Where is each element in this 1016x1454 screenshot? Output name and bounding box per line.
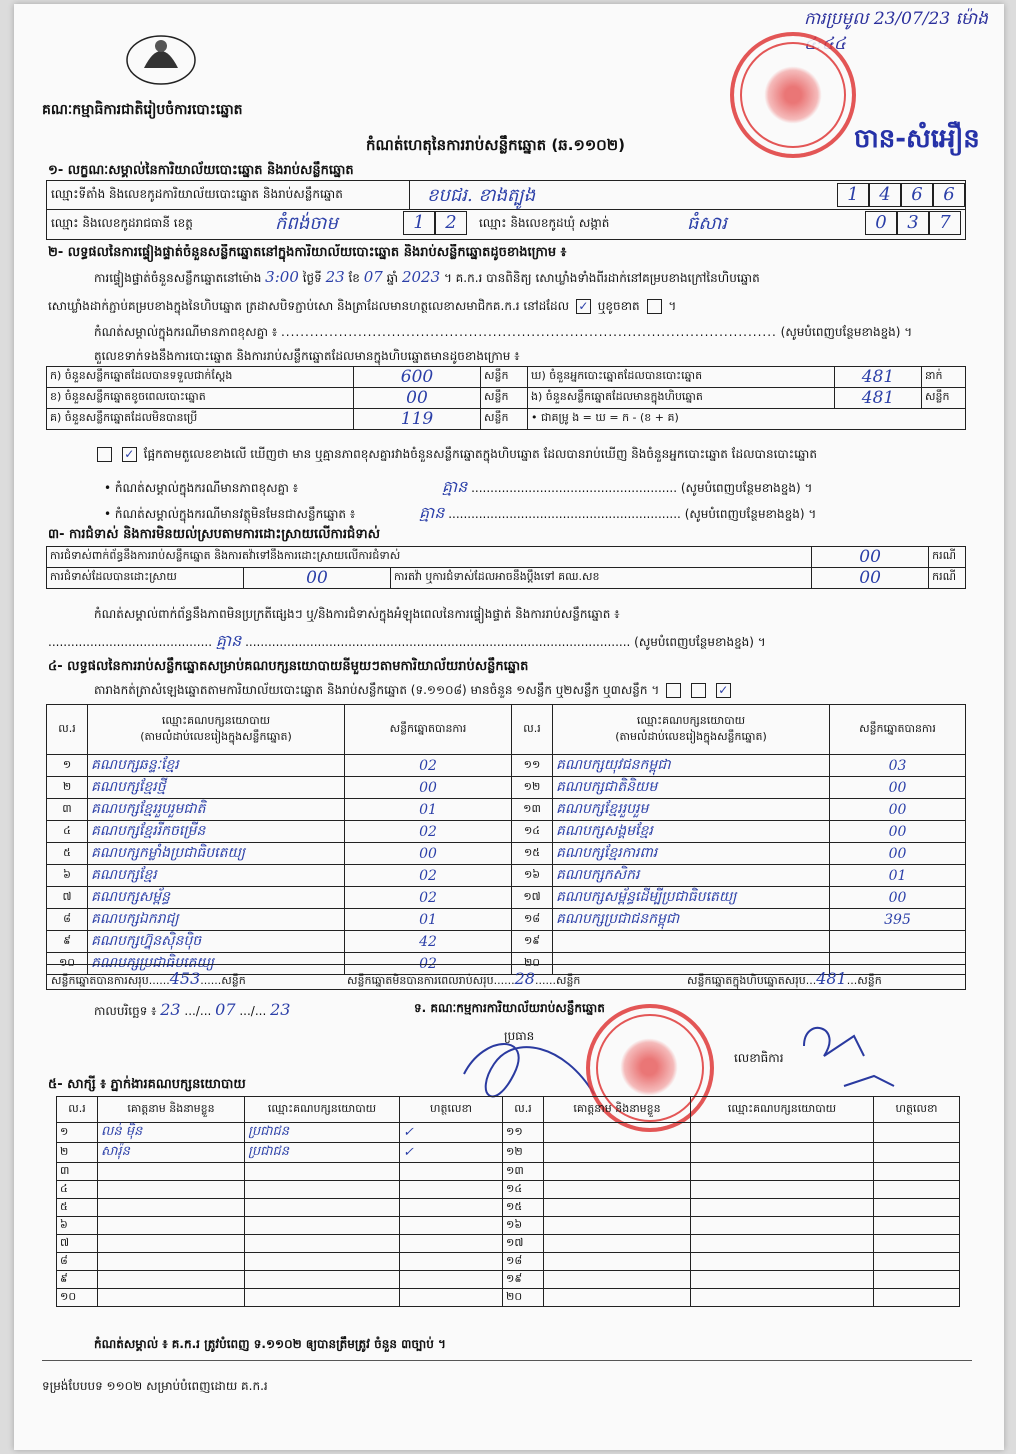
party-votes: 02 — [345, 953, 512, 975]
witness-no: ៧ — [57, 1235, 98, 1253]
party-result-row — [47, 777, 966, 799]
party-result-row — [47, 865, 966, 887]
witness-no: ១ — [57, 1123, 98, 1143]
top-handwritten-note: ការប្រមូល 23/07/23 ម៉ោង ៤:៤៤ — [804, 9, 988, 54]
party-name: គណបក្សជាតិនិយម — [553, 777, 830, 799]
witness-name — [544, 1289, 691, 1307]
province-value: កំពង់ចាម — [275, 213, 338, 234]
party-no: ១០ — [47, 953, 88, 975]
party-votes: 00 — [830, 777, 966, 799]
province-code: 1 2 — [403, 211, 467, 235]
witness-no: ៩ — [57, 1271, 98, 1289]
witness-party — [245, 1289, 400, 1307]
note-b-line: • កំណត់សម្គាល់ក្នុងករណីមានវត្ថុមិនមែនជាសន្លឹកឆ្នោត ៖ គ្មាន ............................................................. (សូមបំពេញបន្ថែមខាងខ្នង) ។ — [104, 503, 817, 522]
province-label: ឈ្មោះ និងលេខកូដរាជធានី ខេត្ត — [51, 216, 193, 230]
org-name: គណៈកម្មាធិការជាតិរៀបចំការបោះឆ្នោត — [42, 102, 243, 118]
party-name: គណបក្សប្រជាធិបតេយ្យ — [88, 953, 345, 975]
party-name: គណបក្សខ្មែរការពារ — [553, 843, 830, 865]
party-name: គណបក្សប្រជាជនកម្ពុជា — [553, 909, 830, 931]
party-votes: 02 — [345, 887, 512, 909]
witness-signature — [874, 1217, 960, 1235]
commune-value: ធំសារ — [687, 213, 727, 234]
party-no: ១១ — [512, 755, 553, 777]
party-no: ៥ — [47, 843, 88, 865]
appeal-count: 00 — [812, 568, 929, 589]
party-no: ១៦ — [512, 865, 553, 887]
witness-name — [544, 1199, 691, 1217]
spoiled-value: 00 — [354, 388, 481, 409]
party-result-row — [47, 931, 966, 953]
party-name: គណបក្សសង្គមខ្មែរ — [553, 821, 830, 843]
witness-party — [245, 1181, 400, 1199]
party-no: ១៣ — [512, 799, 553, 821]
party-no: ៨ — [47, 909, 88, 931]
witness-name — [98, 1181, 245, 1199]
party-no: ១៩ — [512, 931, 553, 953]
party-no: ១ — [47, 755, 88, 777]
totals-line: សន្លឹកឆ្នោតបានការសរុប......453......សន្លឹក សន្លឹកឆ្នោតមិនបានការពេលរាប់សរុប......28......សន្លឹក សន្លឹកឆ្នោតក្នុងហិបឆ្នោតសរុប...481...សន្លឹក — [46, 964, 966, 990]
witness-signature — [874, 1253, 960, 1271]
section3-heading: ៣- ការជំទាស់ និងការមិនយល់ស្របតាមការដោះស្រាយលើការជំទាស់ — [48, 527, 380, 542]
party-votes: 02 — [345, 865, 512, 887]
witness-signature — [874, 1181, 960, 1199]
witness-no: ២០ — [503, 1289, 544, 1307]
section1-box — [46, 180, 966, 240]
witness-signature — [874, 1143, 960, 1163]
party-name: គណបក្សខ្មែររីកចម្រើន — [88, 821, 345, 843]
party-no: ៩ — [47, 931, 88, 953]
objections-count: 00 — [812, 547, 929, 568]
party-votes: 00 — [830, 843, 966, 865]
party-results-table: ល.រ ឈ្មោះគណបក្សនយោបាយ (តាមលំដាប់លេខរៀងក្នុងសន្លឹកឆ្នោត) សន្លឹកឆ្នោតបានការ ល.រ ឈ្មោះគណបក្សនយោបាយ (តាមលំដាប់លេខរៀងក្នុងសន្លឹកឆ្នោត) សន្លឹកឆ្នោតបានការ ១ គណបក្សឆន្ទៈខ្មែរ 02 ១១ គណបក្សយុវជនកម្ពុជា 03 ២ គណបក្សខ្មែរថ្មី 00 ១២ គណបក្សជាតិនិយម 00 ៣ គណបក្សខ្មែររួបរួមជាតិ 01 ១៣ គណបក្សខ្មែររួបរួម 00 ៤ គណបក្សខ្មែររីកចម្រើន 02 ១៤ គណបក្សសង្គមខ្មែរ 00 ៥ គណបក្សកម្លាំងប្រជាធិបតេយ្យ 00 ១៥ គណបក្សខ្មែរការពារ 00 ៦ គណបក្សខ្មែរ 02 ១៦ គណបក្សកសិករ 01 ៧ គណបក្សសម្ព័ន្ធ 02 ១៧ គណបក្សសម្ព័ន្ធដើម្បីប្រជាធិបតេយ្យ 00 ៨ គណបក្សឯករាជ្យ 01 ១៨ គណបក្សប្រជាជនកម្ពុជា 395 ៩ គណបក្សហ្វ៊ុនស៊ិនប៉ិច 42 ១៩ ១០ គណបក្សប្រជាធិបតេយ្យ 02 ២០ — [46, 704, 966, 975]
figures-row: គ) ចំនួនសន្លឹកឆ្នោតដែលមិនបានប្រើ 119 សន្លឹក • ជាគម្រូ ង = ឃ = ក - (ខ + គ) — [47, 409, 966, 430]
total-valid: 453 — [169, 969, 201, 988]
party-votes: 00 — [830, 887, 966, 909]
figures-table — [46, 366, 966, 430]
party-name: គណបក្សកសិករ — [553, 865, 830, 887]
objections-table — [46, 546, 966, 589]
party-votes: 42 — [345, 931, 512, 953]
secretary-label: លេខាធិការ — [734, 1051, 784, 1065]
witness-name — [98, 1235, 245, 1253]
witness-no: ១៦ — [503, 1217, 544, 1235]
witness-signature — [400, 1235, 503, 1253]
total-in-box: 481 — [816, 969, 847, 988]
section4-heading: ៤- លទ្ធផលនៃការរាប់សន្លឹកឆ្នោតសម្រាប់គណបក្សនយោបាយនីមួយៗតាមការិយាល័យរាប់សន្លឹកឆ្នោត — [48, 659, 529, 674]
unused-value: 119 — [354, 409, 481, 430]
witness-name — [98, 1289, 245, 1307]
witness-name — [544, 1123, 691, 1143]
witness-no: ១៥ — [503, 1199, 544, 1217]
section4-intro: តារាងកត់ត្រាសំឡេងឆ្នោតតាមការិយាល័យបោះឆ្នោត និងរាប់សន្លឹកឆ្នោត (ទ.១១០៨) មានចំនួន ១សន្លឹក ឬ២សន្លឹក ឬ៣សន្លឹក ។ ✓ — [94, 682, 734, 700]
party-no: ៣ — [47, 799, 88, 821]
witness-no: ១៨ — [503, 1253, 544, 1271]
witness-party: ប្រជាជន — [245, 1123, 400, 1143]
irregularity-note-line: ........................................... គ្មាន ..................................................................................................... (សូមបំពេញបន្ថែមខាងខ្នង) ។ — [48, 631, 766, 650]
party-no: ១២ — [512, 777, 553, 799]
nec-emblem-icon — [122, 26, 200, 86]
witness-party — [245, 1271, 400, 1289]
stamp-name-label: ចាន-សំអឿន — [854, 124, 980, 154]
witness-party — [691, 1143, 874, 1163]
party-name: គណបក្សហ្វ៊ុនស៊ិនប៉ិច — [88, 931, 345, 953]
station-label: ឈ្មោះទីតាំង និងលេខកូដការិយាល័យបោះឆ្នោត និងរាប់សន្លឹកឆ្នោត — [51, 187, 343, 201]
form-footer: ទម្រង់បែបបទ ១១០២ សម្រាប់បំពេញដោយ គ.ក.រ — [42, 1379, 268, 1393]
note-a-line: • កំណត់សម្គាល់ក្នុងករណីមានភាពខុសគ្នា ៖ គ្មាន ...................................................... (សូមបំពេញបន្ថែមខាងខ្នង) ។ — [104, 477, 813, 496]
checkbox-sheets-2[interactable] — [691, 683, 706, 698]
party-no: ៧ — [47, 887, 88, 909]
party-result-row — [47, 799, 966, 821]
footnote: កំណត់សម្គាល់ ៖ គ.ក.រ ត្រូវបំពេញ ទ.១១០២ ឲ្យបានត្រឹមត្រូវ ចំនួន ៣ច្បាប់ ។ — [94, 1337, 446, 1351]
secretary-signature-icon — [784, 1016, 904, 1096]
witness-no: ៨ — [57, 1253, 98, 1271]
party-name: គណបក្សសម្ព័ន្ធដើម្បីប្រជាធិបតេយ្យ — [553, 887, 830, 909]
checkbox-sheets-3[interactable]: ✓ — [716, 683, 731, 698]
checkbox-damaged[interactable] — [647, 299, 662, 314]
witness-no: ១៧ — [503, 1235, 544, 1253]
verify-line-2: សោឃ្លាំងដាក់ភ្ជាប់គម្របខាងក្នុងនៃហិបឆ្នោត ត្រដាសបិទភ្ជាប់សោ និងត្រាដែលមានហត្ថលេខាសមាជិកគ.ក.រ នៅដដែល ✓ ឬខូចខាត ។ — [48, 299, 677, 313]
party-name: គណបក្សសម្ព័ន្ធ — [88, 887, 345, 909]
witness-name — [544, 1181, 691, 1199]
party-votes: 00 — [345, 843, 512, 865]
section2-heading: ២- លទ្ធផលនៃការផ្ទៀងផ្ទាត់ចំនួនសន្លឹកឆ្នោតនៅក្នុងការិយាល័យបោះឆ្នោត និងរាប់សន្លឹកឆ្នោតដូចខាងក្រោម ៖ — [48, 245, 567, 260]
witness-party — [245, 1217, 400, 1235]
party-votes: 00 — [830, 821, 966, 843]
total-invalid: 28 — [514, 969, 535, 988]
witness-name — [98, 1253, 245, 1271]
witness-name — [544, 1143, 691, 1163]
commune-label: ឈ្មោះ និងលេខកូដឃុំ សង្កាត់ — [479, 216, 610, 230]
voters-value: 481 — [835, 367, 922, 388]
witness-signature: ✓ — [400, 1123, 503, 1143]
figures-intro: តួលេខទាក់ទងនឹងការបោះឆ្នោត និងការរាប់សន្លឹកឆ្នោតដែលមានក្នុងហិបឆ្នោតមានដូចខាងក្រោម ៖ — [94, 349, 520, 363]
witness-row — [57, 1143, 960, 1163]
witness-name — [98, 1163, 245, 1181]
witness-signature — [874, 1199, 960, 1217]
witness-party — [691, 1181, 874, 1199]
witness-party — [691, 1289, 874, 1307]
witness-party — [691, 1253, 874, 1271]
witness-signature — [874, 1289, 960, 1307]
checkbox-intact[interactable]: ✓ — [576, 299, 591, 314]
party-no: ៦ — [47, 865, 88, 887]
party-no: ១៥ — [512, 843, 553, 865]
witness-row — [57, 1235, 960, 1253]
witness-signature — [874, 1163, 960, 1181]
party-result-row — [47, 755, 966, 777]
witness-name — [544, 1163, 691, 1181]
witness-no: ៤ — [57, 1181, 98, 1199]
ballots-in-box-value: 481 — [835, 388, 922, 409]
station-value: ខបជរ. ខាងត្បូង — [427, 185, 536, 206]
checkbox-has-discrepancy[interactable] — [97, 447, 112, 462]
party-votes: 00 — [830, 799, 966, 821]
witness-no: ៥ — [57, 1199, 98, 1217]
witness-party — [245, 1199, 400, 1217]
witness-no: ១៣ — [503, 1163, 544, 1181]
witness-row — [57, 1199, 960, 1217]
witness-name — [98, 1217, 245, 1235]
witness-no: ៦ — [57, 1217, 98, 1235]
official-stamp-top — [730, 32, 856, 158]
witness-party — [245, 1163, 400, 1181]
objections-row: ការជំទាស់ពាក់ព័ន្ធនឹងការរាប់សន្លឹកឆ្នោត និងការតវ៉ាទៅនឹងការដោះស្រាយលើការជំទាស់ 00 ករណី — [47, 547, 966, 568]
party-result-row — [47, 821, 966, 843]
party-votes: 395 — [830, 909, 966, 931]
witness-no: ២ — [57, 1143, 98, 1163]
figures-row: ខ) ចំនួនសន្លឹកឆ្នោតខូចពេលបោះឆ្នោត 00 សន្លឹក ង) ចំនួនសន្លឹកឆ្នោតដែលមានក្នុងហិបឆ្នោត 481 សន្លឹក — [47, 388, 966, 409]
witness-signature — [400, 1289, 503, 1307]
witness-row — [57, 1217, 960, 1235]
witness-signature — [400, 1217, 503, 1235]
witness-row — [57, 1253, 960, 1271]
checkbox-sheets-1[interactable] — [666, 683, 681, 698]
section1-heading: ១- លក្ខណៈសម្គាល់នៃការិយាល័យបោះឆ្នោត និងរាប់សន្លឹកឆ្នោត — [48, 163, 354, 178]
witness-name — [98, 1199, 245, 1217]
irregularity-note: កំណត់សម្គាល់ពាក់ព័ន្ធនឹងភាពមិនប្រក្រតីផ្សេងៗ ឬ/និងការជំទាស់ក្នុងអំឡុងពេលនៃការផ្ទៀងផ្ទាត់ និងការរាប់សន្លឹកឆ្នោត ៖ — [94, 607, 620, 621]
committee-label: ទ. គណៈកម្មការការិយាល័យរាប់សន្លឹកឆ្នោត — [414, 1001, 605, 1015]
witness-name: លន់ ម៉ិន — [98, 1123, 245, 1143]
verify-line-1: ការផ្ទៀងផ្ទាត់ចំនួនសន្លឹកឆ្នោតនៅម៉ោង 3:00 ថ្ងៃទី 23 ខែ 07 ឆ្នាំ 2023 ។ គ.ក.រ បានពិនិត្យ សោឃ្លាំងទាំងពីរដាក់នៅគម្របខាងក្រៅនៃហិបឆ្នោត — [94, 268, 760, 286]
party-name: គណបក្សខ្មែរថ្មី — [88, 777, 345, 799]
witness-signature — [874, 1271, 960, 1289]
party-votes: 00 — [345, 777, 512, 799]
party-votes — [830, 931, 966, 953]
witness-no: ១២ — [503, 1143, 544, 1163]
received-value: 600 — [354, 367, 481, 388]
party-result-row — [47, 843, 966, 865]
party-votes: 03 — [830, 755, 966, 777]
party-votes: 01 — [345, 909, 512, 931]
party-no: ២ — [47, 777, 88, 799]
party-name: គណបក្សខ្មែរ — [88, 865, 345, 887]
witness-signature — [400, 1181, 503, 1199]
chair-signature-icon — [454, 1034, 604, 1104]
party-votes: 01 — [830, 865, 966, 887]
witness-name — [544, 1253, 691, 1271]
form-page — [14, 4, 1004, 1450]
resolved-count: 00 — [244, 568, 391, 589]
chair-label: ប្រធាន — [504, 1029, 535, 1043]
witness-party — [691, 1199, 874, 1217]
witness-row — [57, 1163, 960, 1181]
compare-line: ✓ ផ្អែកតាមតួលេខខាងលើ ឃើញថា មាន ឬគ្មានភាពខុសគ្នារវាងចំនួនសន្លឹកឆ្នោតក្នុងហិបឆ្នោត ដែលបានរាប់ឃើញ និងចំនួនអ្នកបោះឆ្នោត ដែលបានបោះឆ្នោត — [94, 446, 954, 464]
witness-signature — [400, 1199, 503, 1217]
witness-table: ល.រ គោត្តនាម និងនាមខ្លួន ឈ្មោះគណបក្សនយោបាយ ហត្ថលេខា ល.រ គោត្តនាម និងនាមខ្លួន ឈ្មោះគណបក្សនយោបាយ ហត្ថលេខា ១ លន់ ម៉ិន ប្រជាជន ✓ ១១ ២ សារ៉ុន ប្រជាជន ✓ ១២ ៣ ១៣ ៤ ១៤ ៥ ១៥ ៦ ១៦ ៧ ១៧ ៨ ១៨ ៩ ១៩ ១០ ២០ — [56, 1096, 960, 1307]
party-name: គណបក្សឯករាជ្យ — [88, 909, 345, 931]
witness-signature — [400, 1163, 503, 1181]
discrepancy-note-line: កំណត់សម្គាល់ក្នុងករណីមានភាពខុសគ្នា ៖ ....................................................................................................... (សូមបំពេញបន្ថែមខាងខ្នង) ។ — [94, 325, 913, 339]
witness-row — [57, 1181, 960, 1199]
party-no: ១៧ — [512, 887, 553, 909]
commune-code: 0 3 7 — [865, 211, 961, 235]
witness-signature — [400, 1271, 503, 1289]
witness-name — [544, 1235, 691, 1253]
witness-name — [98, 1271, 245, 1289]
party-name: គណបក្សយុវជនកម្ពុជា — [553, 755, 830, 777]
party-result-row — [47, 887, 966, 909]
party-name: គណបក្សខ្មែររួបរួម — [553, 799, 830, 821]
checkbox-no-discrepancy[interactable]: ✓ — [122, 447, 137, 462]
party-no: ៤ — [47, 821, 88, 843]
witness-no: ៣ — [57, 1163, 98, 1181]
witness-no: ១៤ — [503, 1181, 544, 1199]
station-code: 1 4 6 6 — [837, 183, 965, 207]
party-votes: 02 — [345, 821, 512, 843]
party-no: ១៨ — [512, 909, 553, 931]
witness-party — [691, 1123, 874, 1143]
witness-name — [544, 1271, 691, 1289]
witness-row — [57, 1271, 960, 1289]
party-name: គណបក្សកម្លាំងប្រជាធិបតេយ្យ — [88, 843, 345, 865]
witness-no: ១៩ — [503, 1271, 544, 1289]
witness-party: ប្រជាជន — [245, 1143, 400, 1163]
witness-party — [245, 1253, 400, 1271]
witness-party — [245, 1235, 400, 1253]
party-votes: 01 — [345, 799, 512, 821]
party-no: ២០ — [512, 953, 553, 975]
date-line: កាលបរិច្ឆេទ ៖ 23 .../... 07 .../... 23 — [94, 1000, 291, 1019]
witness-party — [691, 1271, 874, 1289]
witness-row — [57, 1123, 960, 1143]
section5-heading: ៥- សាក្សី ៖ ភ្នាក់ងារគណបក្សនយោបាយ — [48, 1077, 246, 1092]
witness-no: ១០ — [57, 1289, 98, 1307]
witness-name — [544, 1217, 691, 1235]
witness-party — [691, 1163, 874, 1181]
party-name: គណបក្សឆន្ទៈខ្មែរ — [88, 755, 345, 777]
witness-signature — [874, 1123, 960, 1143]
witness-party — [691, 1217, 874, 1235]
figures-row: ក) ចំនួនសន្លឹកឆ្នោតដែលបានទទួលជាក់ស្តែង 600 សន្លឹក ឃ) ចំនួនអ្នកបោះឆ្នោតដែលបានបោះឆ្នោត 481 នាក់ — [47, 367, 966, 388]
witness-signature — [874, 1235, 960, 1253]
party-no: ១៤ — [512, 821, 553, 843]
witness-party — [691, 1235, 874, 1253]
witness-signature — [400, 1253, 503, 1271]
party-name: គណបក្សខ្មែររួបរួមជាតិ — [88, 799, 345, 821]
party-votes: 02 — [345, 755, 512, 777]
witness-signature: ✓ — [400, 1143, 503, 1163]
objections-row: ការជំទាស់ដែលបានដោះស្រាយ 00 ការតវ៉ា ឬការជំទាស់ដែលអាចនឹងប្តឹងទៅ គឈ.សខ 00 ករណី — [47, 568, 966, 589]
witness-row — [57, 1289, 960, 1307]
party-result-row — [47, 909, 966, 931]
form-title: កំណត់ហេតុនៃការរាប់សន្លឹកឆ្នោត (ឆ.១១០២) — [366, 136, 626, 154]
witness-name: សារ៉ុន — [98, 1143, 245, 1163]
party-name — [553, 931, 830, 953]
witness-no: ១១ — [503, 1123, 544, 1143]
